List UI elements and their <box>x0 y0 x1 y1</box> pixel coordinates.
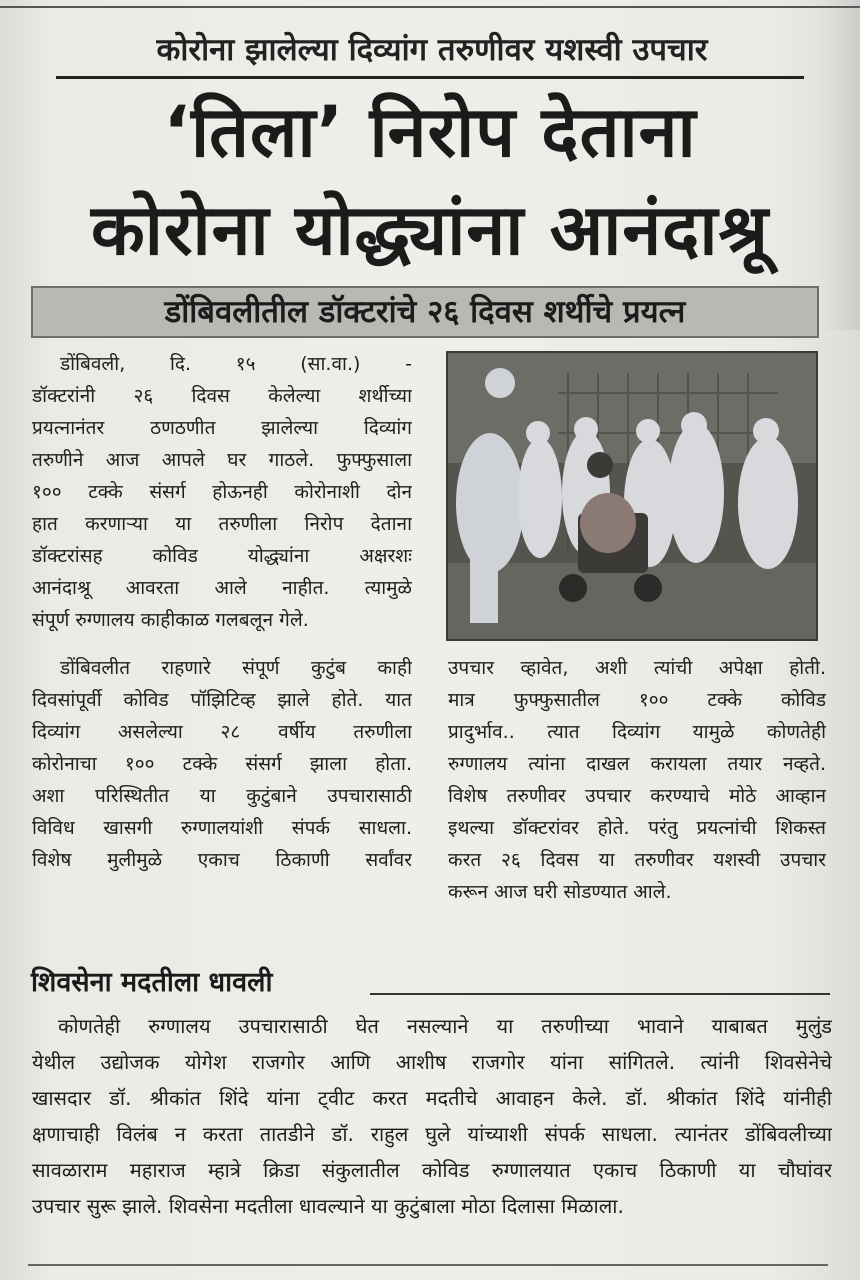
right-column-line: विशेष तरुणीवर उपचार करण्याचे मोठे आव्हान <box>448 785 826 807</box>
left-column-line: डोंबिवली, दि. १५ (सा.वा.) - <box>60 353 412 375</box>
news-photo-ppe-staff <box>446 351 818 641</box>
right-column-line: करून आज घरी सोडण्यात आले. <box>448 881 672 903</box>
left-column-line: डोंबिवलीत राहणारे संपूर्ण कुटुंब काही <box>60 657 412 679</box>
kicker-headline: कोरोना झालेल्या दिव्यांग तरुणीवर यशस्वी उपचार <box>156 32 708 68</box>
left-column-line: दिवसांपूर्वी कोविड पॉझिटिव्ह झाले होते. यात <box>32 689 412 711</box>
left-column-line: संपूर्ण रुग्णालय काहीकाळ गलबलून गेले. <box>32 609 309 631</box>
left-column-line: आनंदाश्रू आवरता आले नाहीत. त्यामुळे <box>32 577 412 599</box>
left-column-line: कोरोनाचा १०० टक्के संसर्ग झाला होता. <box>32 753 412 775</box>
section-heading: शिवसेना मदतीला धावली <box>31 967 273 998</box>
top-rule <box>0 6 860 8</box>
right-column-line: करत २६ दिवस या तरुणीवर यशस्वी उपचार <box>448 849 826 871</box>
left-column-line: दिव्यांग असलेल्या २८ वर्षीय तरुणीला <box>32 721 412 743</box>
left-column-line: हात करणाऱ्या या तरुणीला निरोप देताना <box>32 513 412 535</box>
section-line: उपचार सुरू झाले. शिवसेना मदतीला धावल्याने या कुटुंबाला मोठा दिलासा मिळाला. <box>32 1194 624 1218</box>
left-column-line: डॉक्टरांसह कोविड योद्ध्यांना अक्षरशः <box>32 545 412 567</box>
headline-line-1: ‘तिला’ निरोप देताना <box>163 91 697 173</box>
left-column-line: डॉक्टरांनी २६ दिवस केलेल्या शर्थीच्या <box>32 385 412 407</box>
section-line: कोणतेही रुग्णालय उपचारासाठी घेत नसल्याने या तरुणीच्या भावाने याबाबत मुलुंड <box>58 1014 832 1038</box>
section-line: क्षणाचाही विलंब न करता तातडीने डॉ. राहुल घुले यांच्याशी संपर्क साधला. त्यानंतर डोंबिवलीच्या <box>32 1122 832 1146</box>
left-column-line: प्रयत्नानंतर ठणठणीत झालेल्या दिव्यांग <box>32 417 412 439</box>
right-column-line: प्रादुर्भाव.. त्यात दिव्यांग यामुळे कोणतेही <box>448 721 826 743</box>
subheadline-banner: डोंबिवलीतील डॉक्टरांचे २६ दिवस शर्थीचे प्रयत्न <box>31 286 819 338</box>
left-column-line: विविध खासगी रुग्णालयांशी संपर्क साधला. <box>32 817 412 839</box>
photo-illustration <box>448 353 818 641</box>
left-column-line: १०० टक्के संसर्ग होऊनही कोरोनाशी दोन <box>32 481 412 503</box>
left-column-line: तरुणीने आज आपले घर गाठले. फुफ्फुसाला <box>32 449 412 471</box>
right-column-line: रुग्णालय त्यांना दाखल करायला तयार नव्हते. <box>448 753 826 775</box>
headline-line-2: कोरोना योद्ध्यांना आनंदाश्रू <box>90 189 770 271</box>
left-column-line: विशेष मुलीमुळे एकाच ठिकाणी सर्वांवर <box>32 849 412 871</box>
section-heading-rule <box>370 993 830 995</box>
section-line: येथील उद्योजक योगेश राजगोर आणि आशीष राजगोर यांना सांगितले. त्यांनी शिवसेनेचे <box>32 1050 832 1074</box>
kicker-underline <box>56 76 804 79</box>
section-line: खासदार डॉ. श्रीकांत शिंदे यांना ट्वीट करत मदतीचे आवाहन केले. डॉ. श्रीकांत शिंदे यांनीही <box>32 1086 832 1110</box>
left-column-line: अशा परिस्थितीत या कुटुंबाने उपचारासाठी <box>32 785 412 807</box>
right-column-line: मात्र फुफ्फुसातील १०० टक्के कोविड <box>448 689 826 711</box>
bottom-rule <box>28 1264 828 1266</box>
section-line: सावळाराम महाराज म्हात्रे क्रिडा संकुलातील कोविड रुग्णालयात एकाच ठिकाणी या चौघांवर <box>32 1158 832 1182</box>
right-column-line: इथल्या डॉक्टरांवर होते. परंतु प्रयत्नांची शिकस्त <box>448 817 826 839</box>
right-column-line: उपचार व्हावेत, अशी त्यांची अपेक्षा होती. <box>448 657 826 679</box>
